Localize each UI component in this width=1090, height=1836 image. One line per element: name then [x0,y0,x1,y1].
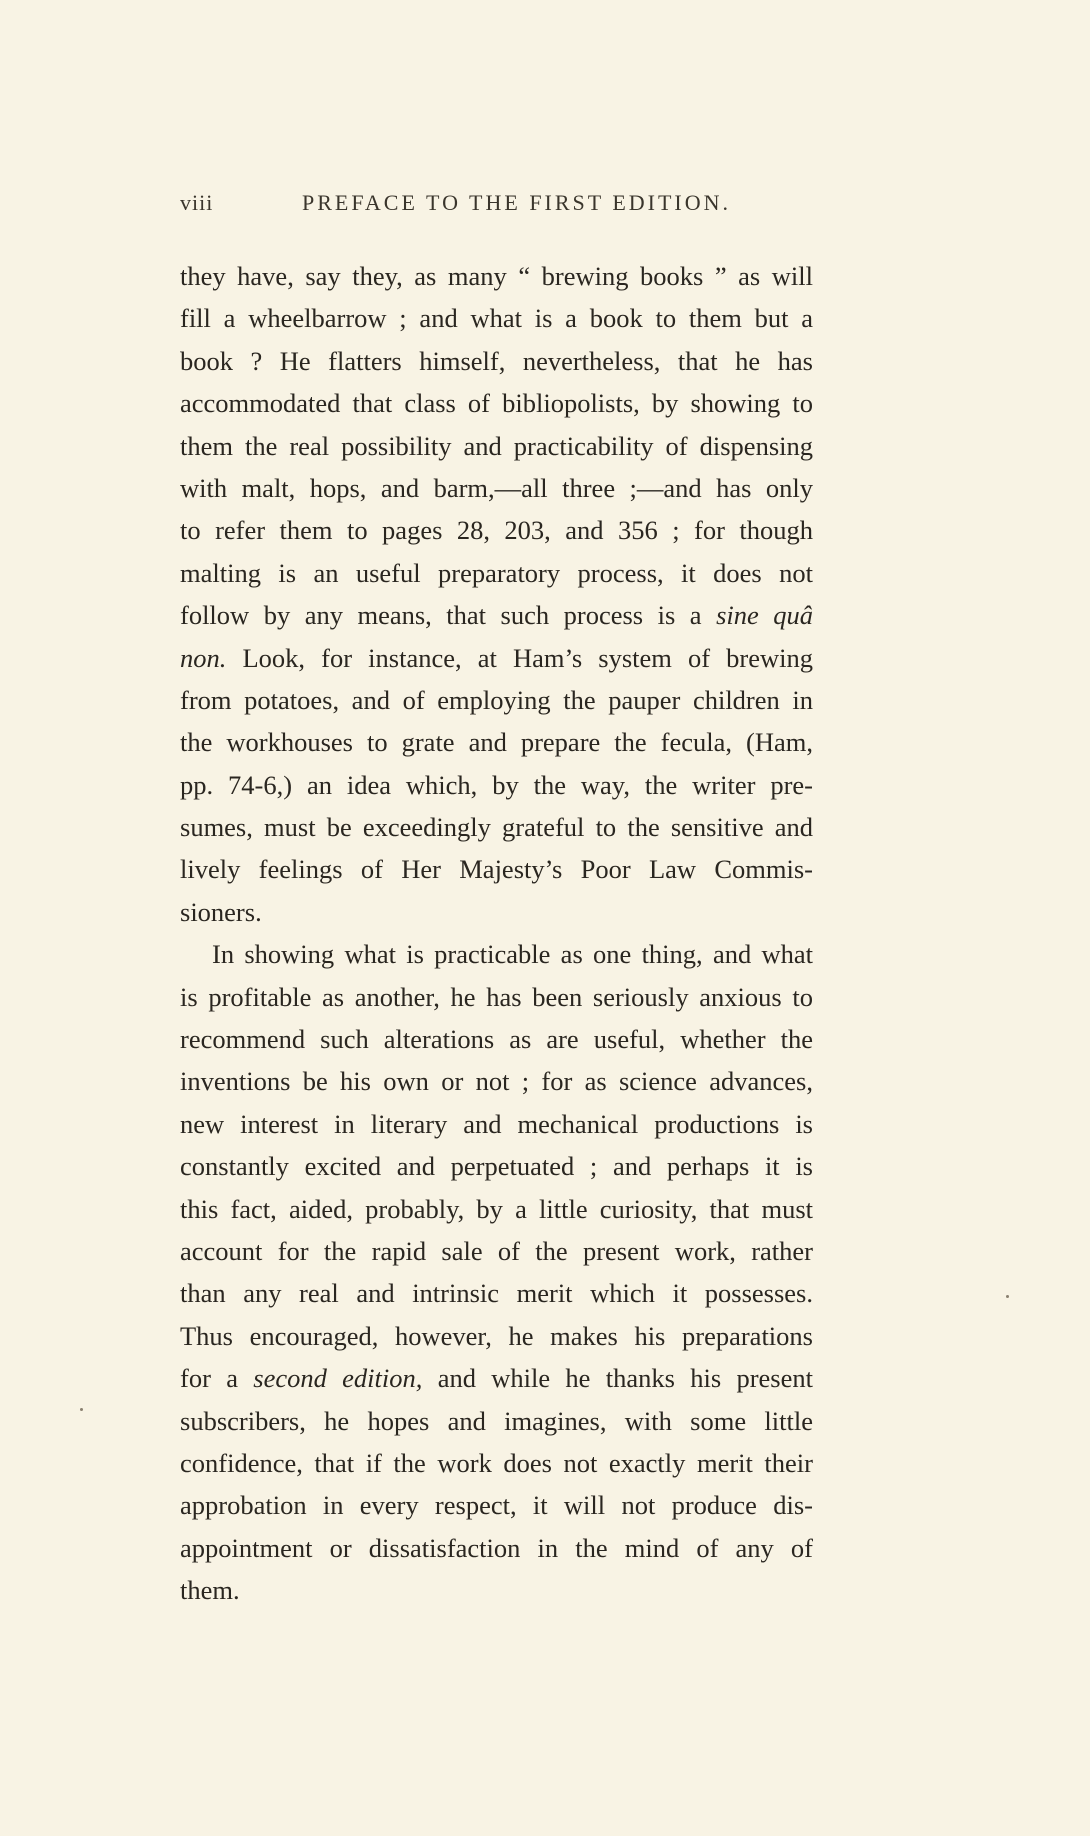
text-line: Thus encouraged, however, he makes his preparations [180,1320,813,1351]
text-line: them. [180,1575,240,1606]
text-line: lively feelings of Her Majesty’s Poor Law Commis- [180,854,813,885]
text-line: constantly excited and perpetuated ; and perhaps it is [180,1151,813,1182]
text-line: to refer them to pages 28, 203, and 356 ; for though [180,515,813,546]
text-line: new interest in literary and mechanical productions is [180,1108,813,1139]
text-line: In showing what is practicable as one thing, and what [212,939,813,970]
text-line: than any real and intrinsic merit which it possesses. [180,1278,813,1309]
paper-speck [80,1408,83,1411]
italic-phrase: non. [180,642,227,673]
text-line: fill a wheelbarrow ; and what is a book to them but a [180,303,813,334]
text-line: they have, say they, as many “ brewing books ” as will [180,261,813,291]
text-line: book ? He flatters himself, nevertheless, that he has [180,345,813,376]
text-line: from potatoes, and of employing the pauper children in [180,684,813,715]
text-line: approbation in every respect, it will not produce dis- [180,1490,813,1521]
text-line: follow by any means, that such process is a sine quâ [180,600,813,631]
running-head: PREFACE TO THE FIRST EDITION. [301,190,732,215]
italic-phrase: sine quâ [716,600,813,631]
text-line: this fact, aided, probably, by a little curiosity, that must [180,1193,813,1224]
body-text [180,255,813,1612]
text-line: appointment or dissatisfaction in the mind of any of [180,1532,813,1563]
paper-speck [1006,1295,1009,1298]
text-line: them the real possibility and practicability of dispensing [180,430,813,461]
text-line: recommend such alterations as are useful, whether the [180,1024,813,1055]
text-line: subscribers, he hopes and imagines, with some little [180,1405,813,1436]
text-line: is profitable as another, he has been seriously anxious to [180,981,813,1012]
page-number: viii [180,190,214,215]
page-header [180,190,813,230]
text-line: accommodated that class of bibliopolists, by showing to [180,388,813,419]
text-line: non. Look, for instance, at Ham’s system of brewing [180,642,813,673]
text-line: sumes, must be exceedingly grateful to the sensitive and [180,812,813,843]
text-line: malting is an useful preparatory process, it does not [180,557,813,588]
text-line: pp. 74-6,) an idea which, by the way, the writer pre- [180,769,813,800]
text-line: account for the rapid sale of the present work, rather [180,1235,813,1266]
text-line: with malt, hops, and barm,—all three ;—and has only [180,472,813,503]
text-line: inventions be his own or not ; for as science advances, [180,1066,813,1097]
text-line: the workhouses to grate and prepare the fecula, (Ham, [180,727,813,758]
italic-phrase: second edition, [253,1363,423,1394]
text-line: confidence, that if the work does not exactly merit their [180,1447,813,1478]
text-line: sioners. [180,896,262,927]
text-line: for a second edition, and while he thanks his present [180,1363,813,1394]
